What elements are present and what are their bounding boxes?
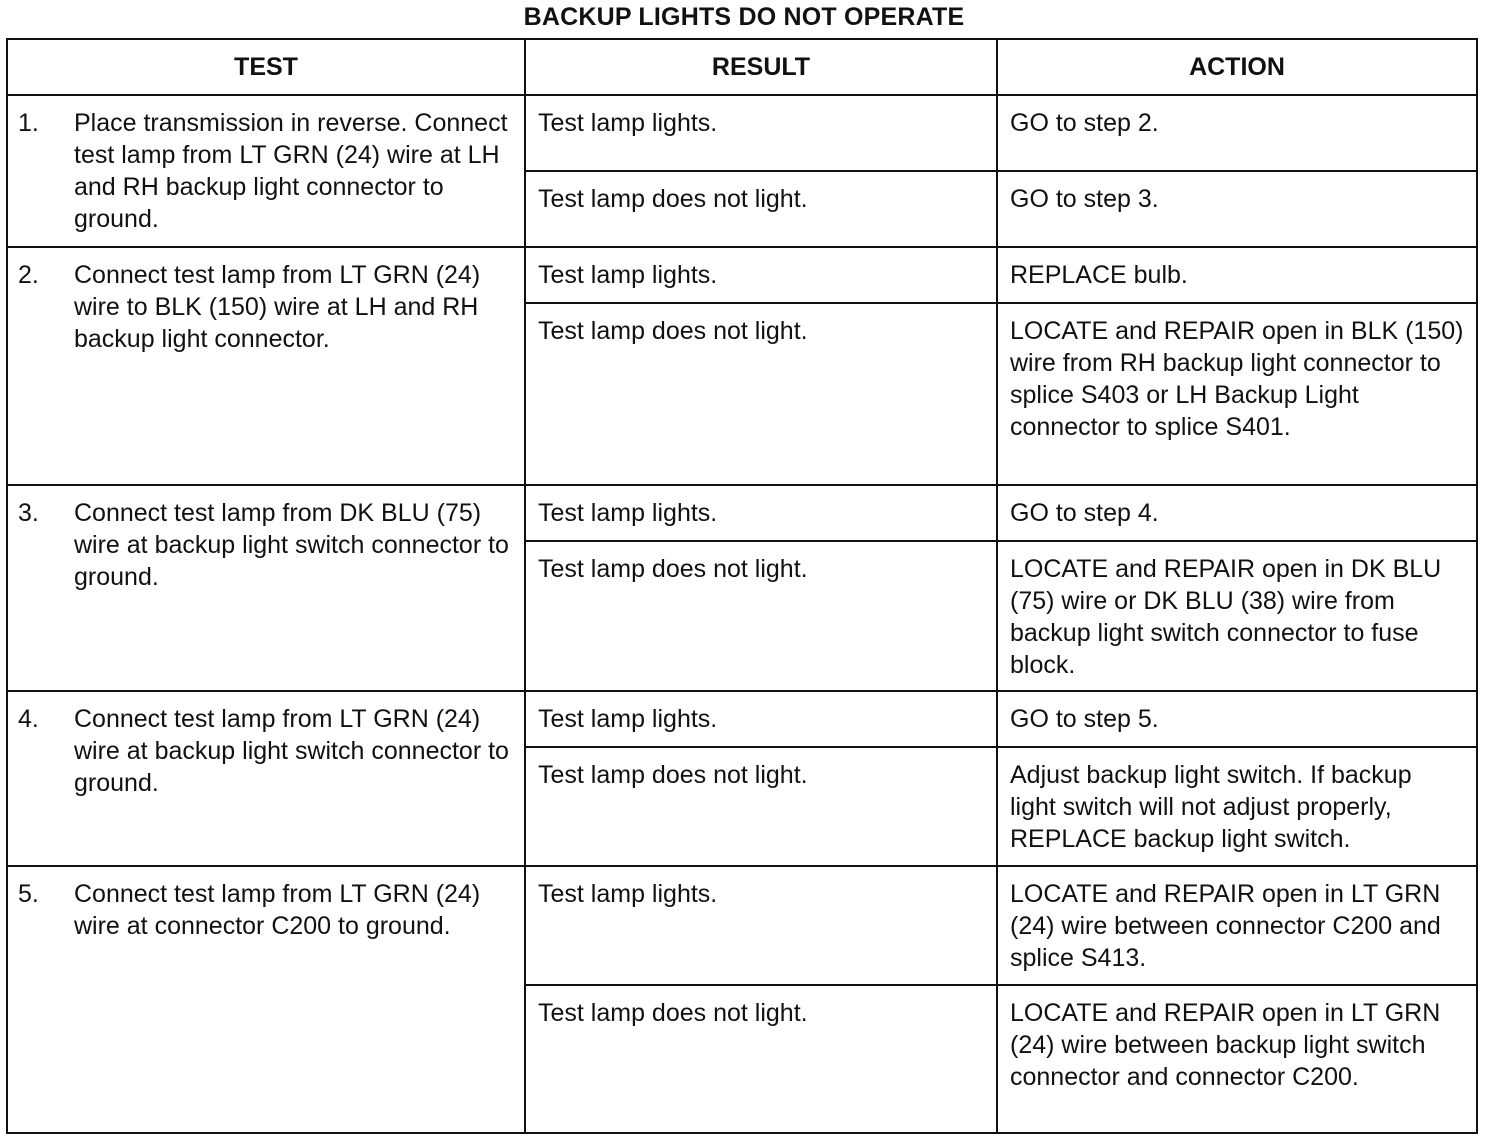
action-text: GO to step 5. bbox=[1010, 705, 1159, 733]
result-cell bbox=[525, 866, 997, 985]
test-cell bbox=[7, 485, 525, 691]
result-cell bbox=[525, 985, 997, 1133]
action-cell bbox=[997, 747, 1477, 866]
action-cell bbox=[997, 985, 1477, 1133]
table-row bbox=[7, 866, 1477, 985]
header-row bbox=[7, 39, 1477, 95]
step-instruction: Connect test lamp from LT GRN (24) wire at backup light switch connector to ground. bbox=[74, 705, 509, 797]
step-number: 4. bbox=[18, 705, 39, 733]
column-header-action: ACTION bbox=[997, 39, 1477, 95]
step-number: 3. bbox=[18, 499, 39, 527]
action-cell bbox=[997, 247, 1477, 303]
result-text: Test lamp does not light. bbox=[538, 761, 808, 789]
action-cell bbox=[997, 691, 1477, 747]
table-row bbox=[7, 485, 1477, 541]
result-cell bbox=[525, 303, 997, 485]
result-text: Test lamp lights. bbox=[538, 880, 718, 908]
action-cell bbox=[997, 171, 1477, 247]
action-cell bbox=[997, 866, 1477, 985]
action-text: GO to step 2. bbox=[1010, 109, 1159, 137]
action-text: LOCATE and REPAIR open in BLK (150) wire from RH backup light connector to splice S403 or LH Backup Light connector to splice S401. bbox=[1010, 317, 1464, 441]
table-row bbox=[7, 95, 1477, 171]
result-cell bbox=[525, 747, 997, 866]
step-instruction: Place transmission in reverse. Connect test lamp from LT GRN (24) wire at LH and RH backup light connector to ground. bbox=[74, 109, 508, 233]
result-cell bbox=[525, 691, 997, 747]
action-text: GO to step 3. bbox=[1010, 185, 1159, 213]
action-text: LOCATE and REPAIR open in LT GRN (24) wire between connector C200 and splice S413. bbox=[1010, 880, 1441, 972]
action-text: LOCATE and REPAIR open in LT GRN (24) wire between backup light switch connector and connector C200. bbox=[1010, 999, 1441, 1091]
action-text: LOCATE and REPAIR open in DK BLU (75) wire or DK BLU (38) wire from backup light switch connector to fuse block. bbox=[1010, 555, 1442, 679]
result-text: Test lamp does not light. bbox=[538, 317, 808, 345]
result-text: Test lamp does not light. bbox=[538, 999, 808, 1027]
result-cell bbox=[525, 247, 997, 303]
step-number: 2. bbox=[18, 261, 39, 289]
column-header-result: RESULT bbox=[525, 39, 997, 95]
action-cell bbox=[997, 541, 1477, 691]
test-cell bbox=[7, 247, 525, 485]
step-instruction: Connect test lamp from LT GRN (24) wire at connector C200 to ground. bbox=[74, 880, 481, 940]
action-cell bbox=[997, 485, 1477, 541]
result-text: Test lamp lights. bbox=[538, 109, 718, 137]
action-cell bbox=[997, 303, 1477, 485]
step-instruction: Connect test lamp from DK BLU (75) wire at backup light switch connector to ground. bbox=[74, 499, 509, 591]
result-text: Test lamp lights. bbox=[538, 499, 718, 527]
result-text: Test lamp does not light. bbox=[538, 185, 808, 213]
table-row bbox=[7, 247, 1477, 303]
action-text: REPLACE bulb. bbox=[1010, 261, 1188, 289]
action-cell bbox=[997, 95, 1477, 171]
test-cell bbox=[7, 691, 525, 866]
result-cell bbox=[525, 95, 997, 171]
table-row bbox=[7, 691, 1477, 747]
action-text: GO to step 4. bbox=[1010, 499, 1159, 527]
result-cell bbox=[525, 485, 997, 541]
result-cell bbox=[525, 171, 997, 247]
diagnostic-table bbox=[6, 38, 1478, 1134]
action-text: Adjust backup light switch. If backup light switch will not adjust properly, REPLACE backup light switch. bbox=[1010, 761, 1412, 853]
step-instruction: Connect test lamp from LT GRN (24) wire to BLK (150) wire at LH and RH backup light connector. bbox=[74, 261, 481, 353]
page-title: BACKUP LIGHTS DO NOT OPERATE bbox=[523, 3, 965, 31]
result-text: Test lamp does not light. bbox=[538, 555, 808, 583]
step-number: 5. bbox=[18, 880, 39, 908]
result-text: Test lamp lights. bbox=[538, 261, 718, 289]
step-number: 1. bbox=[18, 109, 39, 137]
test-cell bbox=[7, 866, 525, 1133]
test-cell bbox=[7, 95, 525, 247]
result-text: Test lamp lights. bbox=[538, 705, 718, 733]
column-header-test: TEST bbox=[7, 39, 525, 95]
result-cell bbox=[525, 541, 997, 691]
